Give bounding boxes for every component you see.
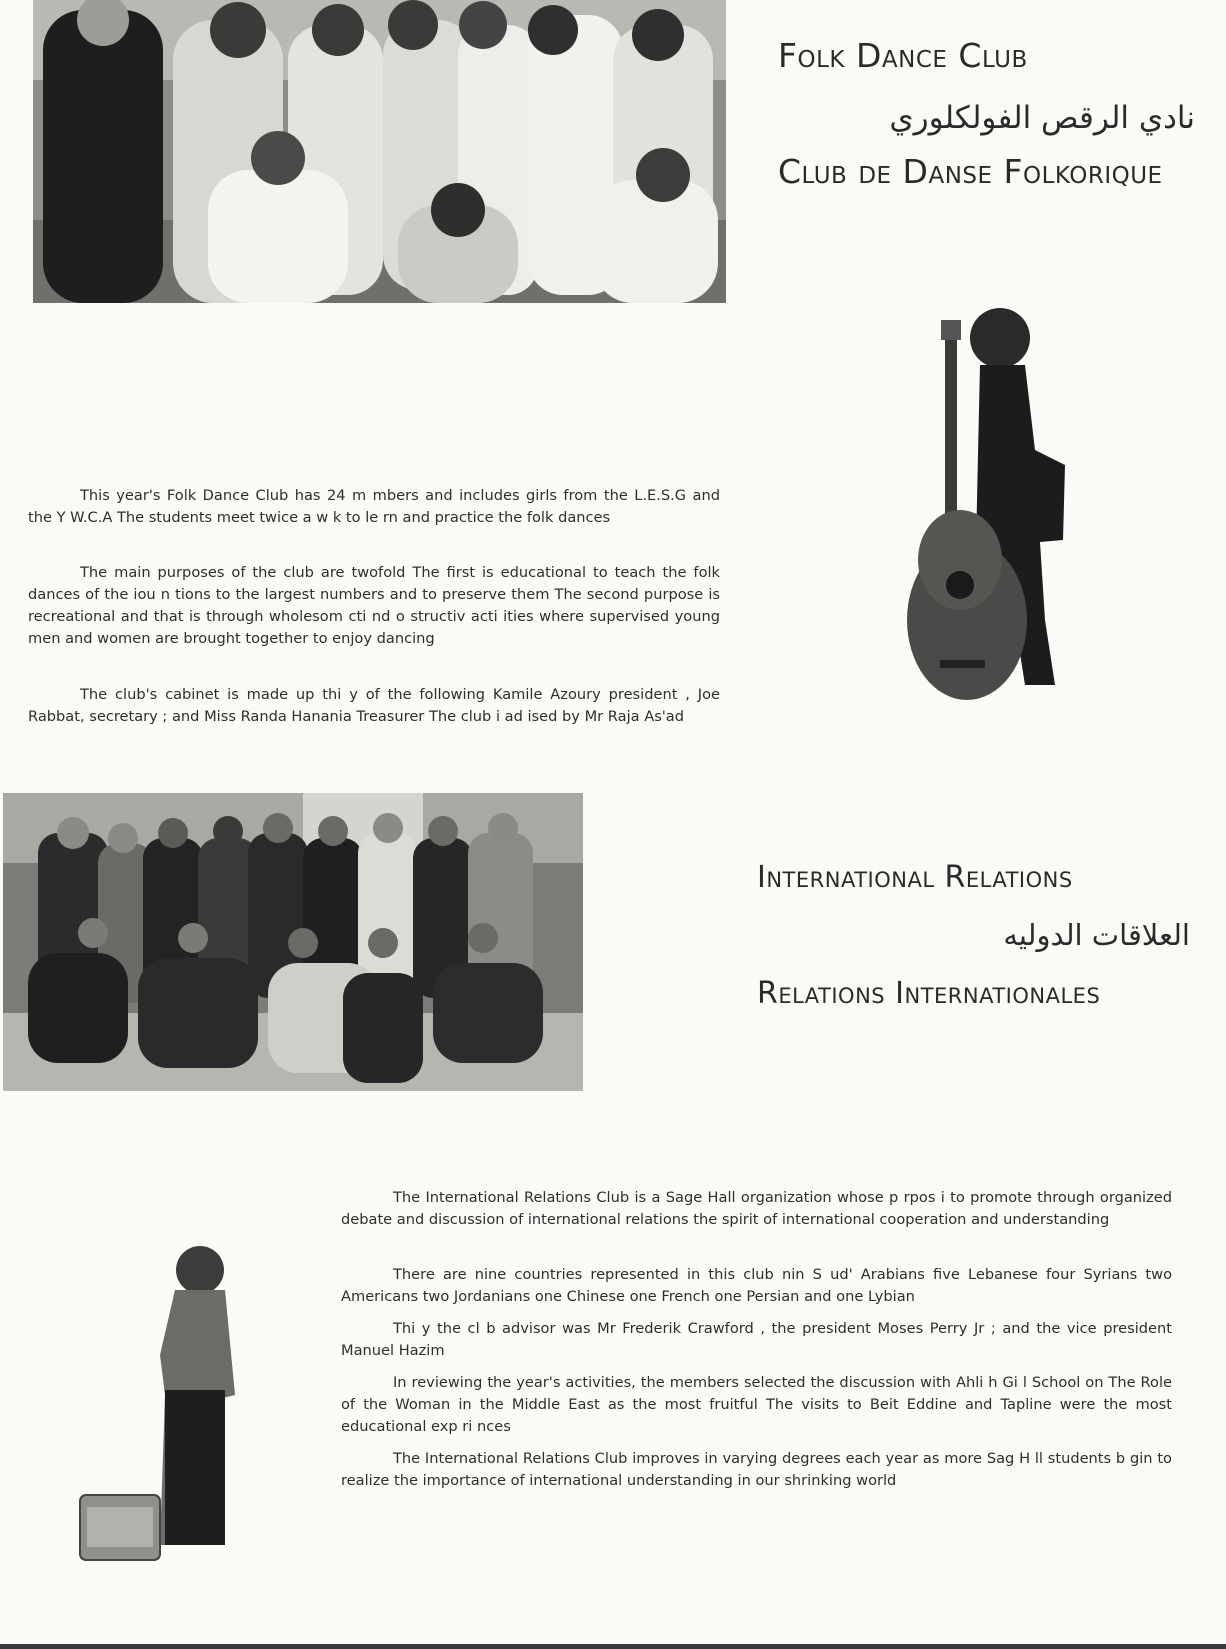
folk-paragraph-3: The club's cabinet is made up thi y of the following Kamile Azoury president , Joe Rabbat, secretary ; and Miss Randa Hanania Treasurer The club i ad ised by Mr Raja As'ad (28, 686, 720, 725)
ir-title-en: International Relations (757, 860, 1073, 895)
folk-dance-group-photo (33, 0, 726, 303)
boy-with-radio-photo (75, 1245, 250, 1565)
ir-paragraph-5: The International Relations Club improves in varying degrees each year as more Sag H ll students b gin to realize the importance of international understanding in our shrinking world (341, 1450, 1172, 1489)
folk-title-ar: نادي الرقص الفولكلوري (889, 100, 1195, 136)
folk-title-en: Folk Dance Club (778, 36, 1028, 75)
ir-title-fr: Relations Internationales (757, 976, 1101, 1011)
ir-paragraph-3: Thi y the cl b advisor was Mr Frederik Crawford , the president Moses Perry Jr ; and the vice president Manuel Hazim (341, 1320, 1172, 1359)
ir-title-ar: العلاقات الدوليه (1003, 918, 1190, 952)
folk-title-fr: Club de Danse Folkorique (778, 152, 1163, 191)
ir-paragraph-1: The International Relations Club is a Sage Hall organization whose p rpos i to promote through organized debate and discussion of international relations the spirit of international cooperation and understanding (341, 1189, 1172, 1228)
bottom-border (0, 1644, 1226, 1649)
international-relations-group-photo (3, 793, 583, 1091)
boy-with-guitar-photo (905, 290, 1075, 710)
ir-paragraph-2: There are nine countries represented in this club nin S ud' Arabians five Lebanese four Syrians two Americans two Jordanians one Chinese one French one Persian and one Lybian (341, 1266, 1172, 1305)
folk-paragraph-2: The main purposes of the club are twofold The first is educational to teach the folk dances of the iou n tions to the largest numbers and to preserve them The second purpose is recreational and that is through wholesom cti nd o structiv acti ities where supervised young men and women are brought together to enjoy dancing (28, 564, 720, 647)
folk-paragraph-1: This year's Folk Dance Club has 24 m mbers and includes girls from the L.E.S.G and the Y W.C.A The students meet twice a w k to le rn and practice the folk dances (28, 487, 720, 526)
ir-paragraph-4: In reviewing the year's activities, the members selected the discussion with Ahli h Gi l School on The Role of the Woman in the Middle East as the most fruitful The visits to Beit Eddine and Tapline were the most educational exp ri nces (341, 1374, 1172, 1435)
